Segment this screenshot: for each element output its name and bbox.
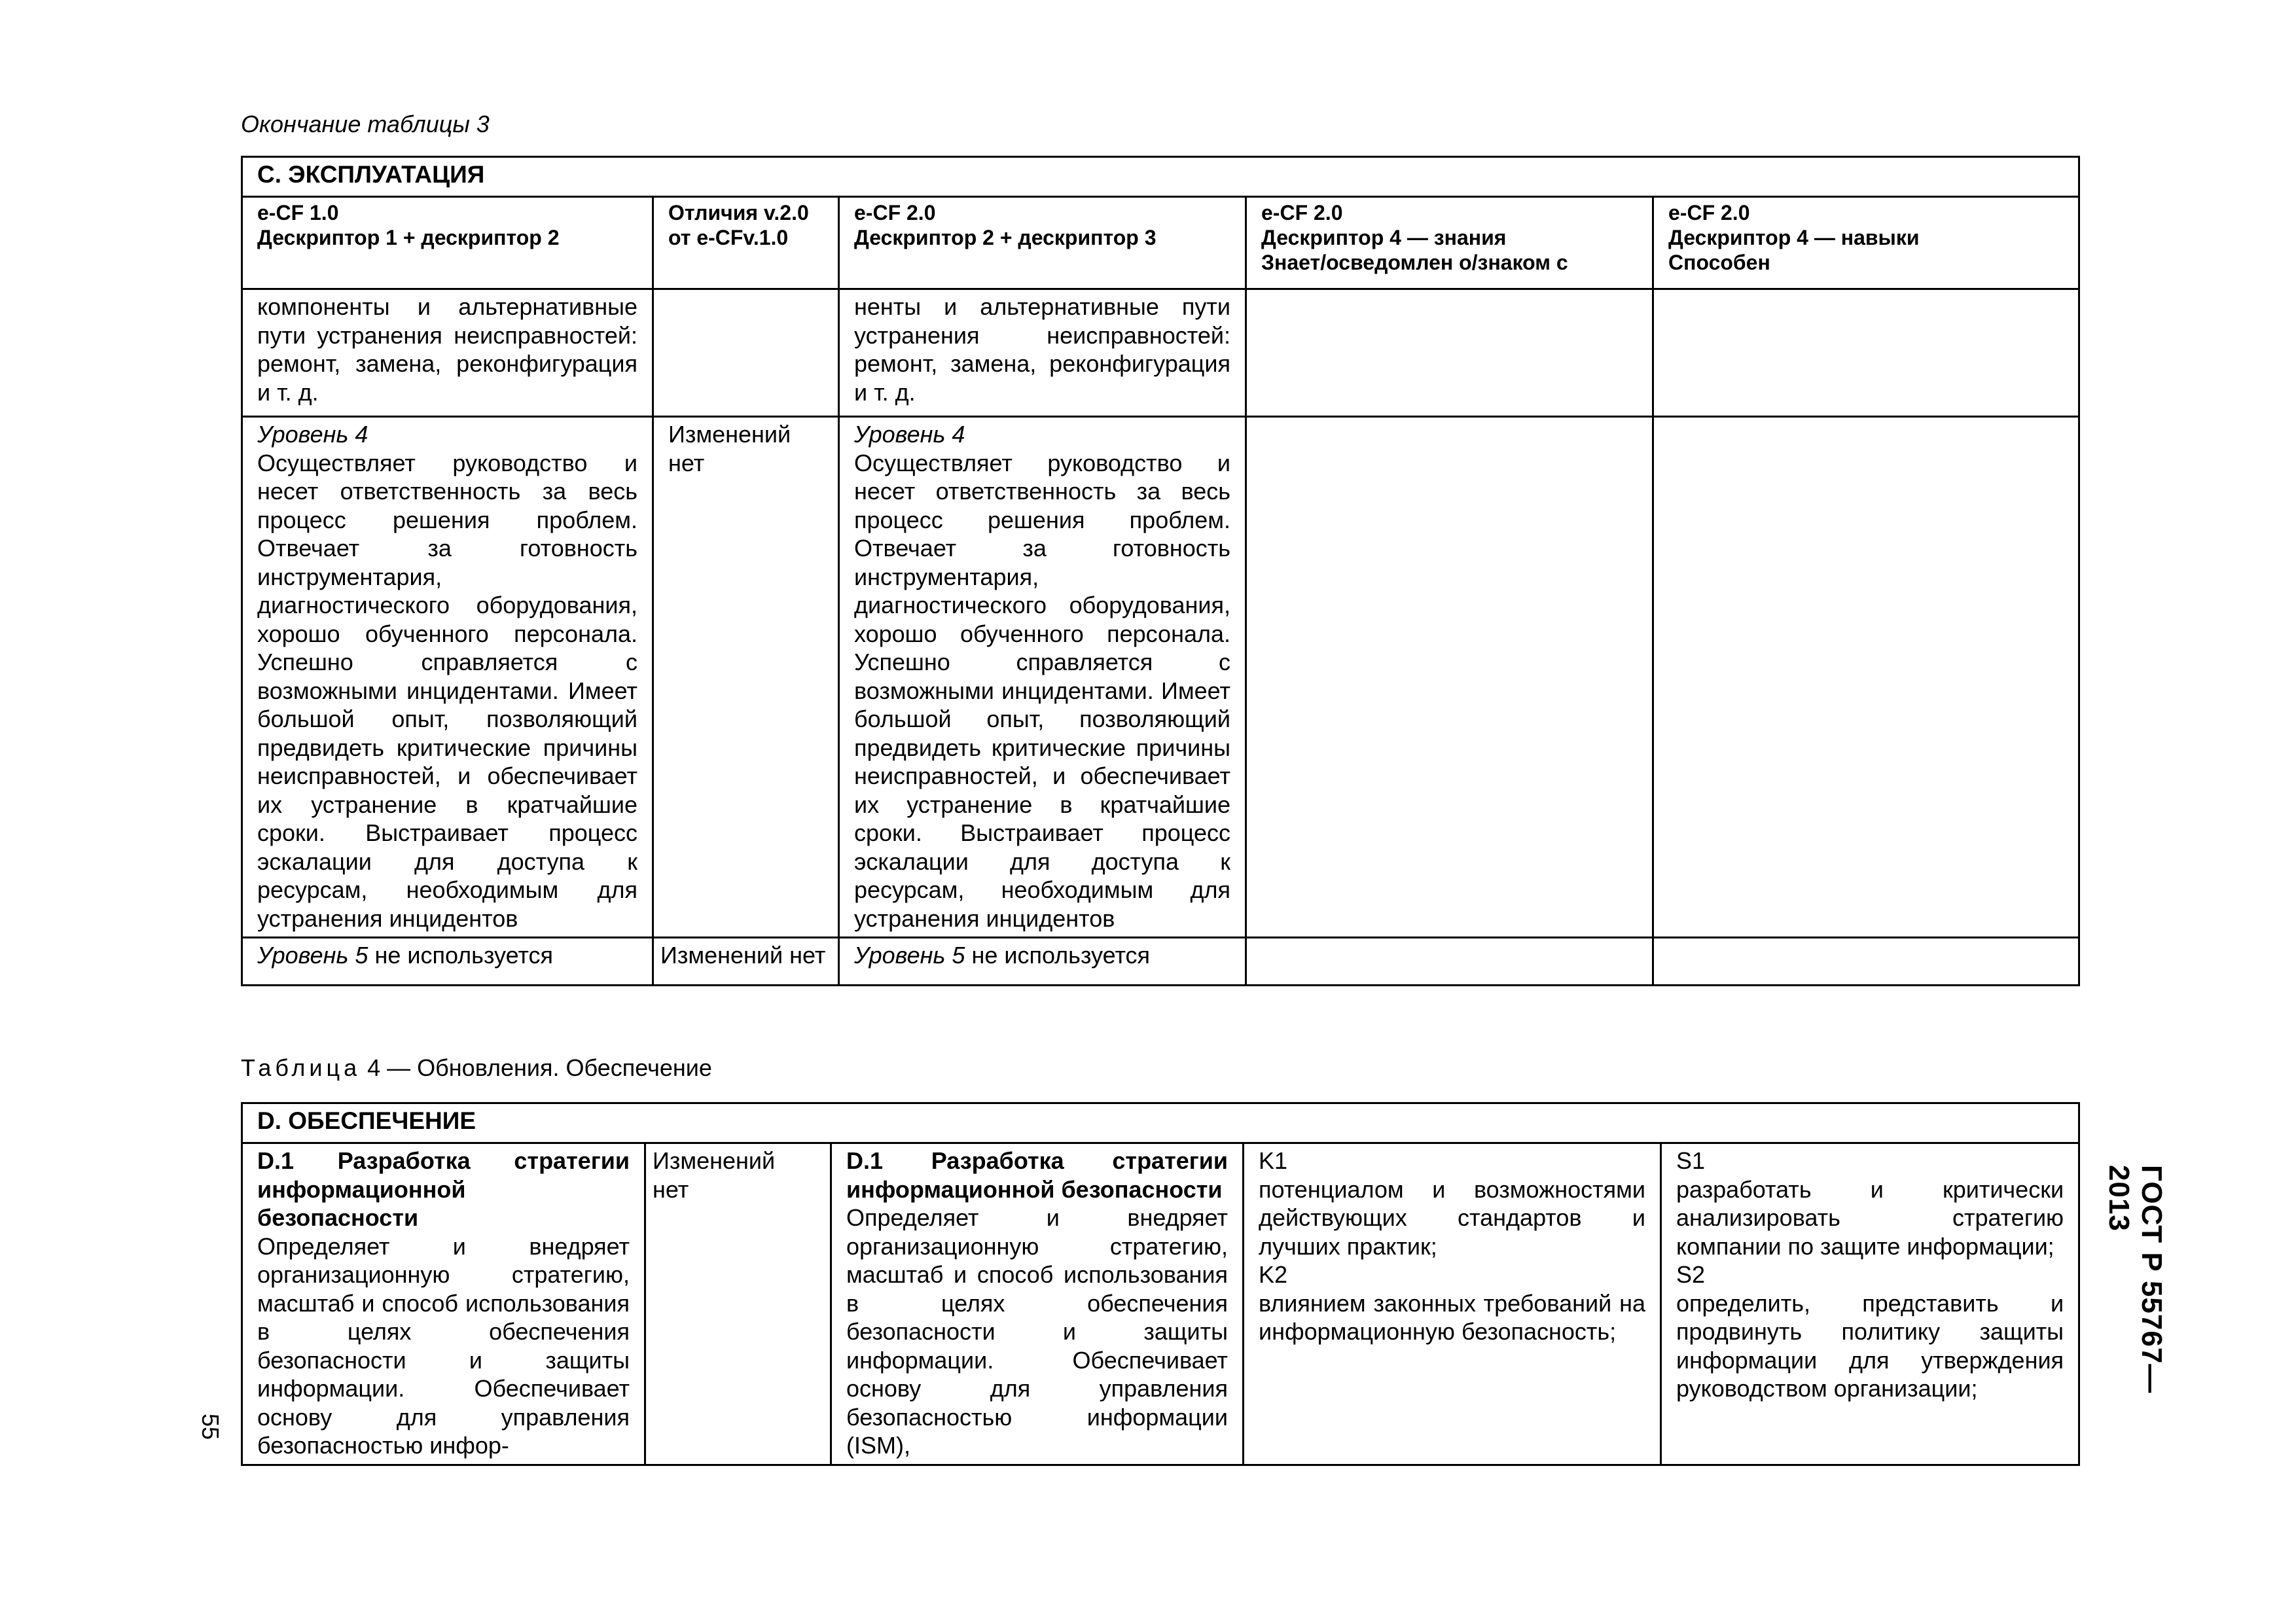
diff-cell: Изменений нет: [653, 938, 839, 986]
header-cell: e-CF 2.0 Дескриптор 4 — знания Знает/осведомлен о/знаком с: [1246, 197, 1653, 289]
header-cell: Отличия v.2.0 от e-CFv.1.0: [653, 197, 839, 289]
knowledge-text: потенциалом и возможностями действующих стандартов и лучших практик;: [1259, 1175, 1645, 1260]
knowledge-code: K2: [1259, 1261, 1288, 1288]
table4-caption: Таблица 4 — Обновления. Обеспечение: [241, 1054, 712, 1081]
competence-title: D.1 Разработка стратегии информационной безопасности: [257, 1147, 630, 1231]
empty-cell: [1653, 417, 2079, 938]
competence-title: D.1 Разработка стратегии информационной безопасности: [846, 1147, 1228, 1203]
competence-text: Определяет и внедряет организационную стратегию, масштаб и способ использования в целях обеспечения безопасности и защиты информации. Обеспечивает основу для управления безопасностью инфор-: [257, 1232, 630, 1459]
section-title: C. ЭКСПЛУАТАЦИЯ: [242, 157, 2079, 197]
skills-cell: [1661, 1143, 2079, 1465]
level-text: Осуществляет руководство и несет ответственность за весь процесс решения проблем. Отвечает за готовность инструментария, диагностического оборудования, хорошо обученного персонала. Успешно справляется с возможными инцидентами. Имеет большой опыт, позволяющий предвидеть критические причины неисправностей, и обеспечивает их устранение в кратчайшие сроки. Выстраивает процесс эскалации для доступа к ресурсам, необходимым для устранения инцидентов: [854, 449, 1230, 932]
standard-designation: ГОСТ Р 55767—2013: [2103, 1165, 2168, 1394]
diff-cell: Изменений нет: [653, 417, 839, 938]
knowledge-cell: [1244, 1143, 1661, 1465]
skill-code: S2: [1676, 1261, 1706, 1288]
table-row: [242, 1143, 2079, 1465]
table-row: [242, 289, 2079, 417]
competence-cell: [831, 1143, 1244, 1465]
table-3: [241, 156, 2080, 986]
section-title: D. ОБЕСПЕЧЕНИЕ: [242, 1103, 2079, 1143]
table-row: [242, 417, 2079, 938]
cell-text: компоненты и альтернативные пути устранения неисправностей: ремонт, замена, реконфигурация и т. д.: [242, 289, 653, 417]
knowledge-code: K1: [1259, 1147, 1288, 1174]
table-row: [242, 938, 2079, 986]
level-label: Уровень 4: [257, 421, 368, 448]
competence-cell: [242, 1143, 645, 1465]
empty-cell: [1246, 417, 1653, 938]
table3-caption: Окончание таблицы 3: [241, 111, 490, 137]
empty-cell: [1246, 289, 1653, 417]
knowledge-text: влиянием законных требований на информационную безопасность;: [1259, 1289, 1645, 1345]
skill-code: S1: [1676, 1147, 1706, 1174]
header-cell: e-CF 2.0 Дескриптор 4 — навыки Способен: [1653, 197, 2079, 289]
header-cell: e-CF 2.0 Дескриптор 2 + дескриптор 3: [839, 197, 1246, 289]
level-label: Уровень 4: [854, 421, 965, 448]
level-4-cell: [242, 417, 653, 938]
empty-cell: [1653, 289, 2079, 417]
skill-text: определить, представить и продвинуть политику защиты информации для утверждения руководством организации;: [1676, 1289, 2064, 1402]
empty-cell: [1653, 938, 2079, 986]
level-5-cell: Уровень 5 не используется: [839, 938, 1246, 986]
header-cell: e-CF 1.0 Дескриптор 1 + дескриптор 2: [242, 197, 653, 289]
level-text: Осуществляет руководство и несет ответственность за весь процесс решения проблем. Отвечает за готовность инструментария, диагностического оборудования, хорошо обученного персонала. Успешно справляется с возможными инцидентами. Имеет большой опыт, позволяющий предвидеть критические причины неисправностей, и обеспечивает их устранение в кратчайшие сроки. Выстраивает процесс эскалации для доступа к ресурсам, необходимым для устранения инцидентов: [257, 449, 637, 932]
empty-cell: [1246, 938, 1653, 986]
diff-cell: Изменений нет: [645, 1143, 831, 1465]
empty-cell: [653, 289, 839, 417]
skill-text: разработать и критически анализировать стратегию компании по защите информации;: [1676, 1175, 2064, 1260]
cell-text: ненты и альтернативные пути устранения неисправностей: ремонт, замена, реконфигурация и т. д.: [839, 289, 1246, 417]
competence-text: Определяет и внедряет организационную стратегию, масштаб и способ использования в целях обеспечения безопасности и защиты информации. Обеспечивает основу для управления безопасностью информации (ISM),: [846, 1204, 1228, 1459]
level-4-cell: [839, 417, 1246, 938]
level-5-cell: Уровень 5 не используется: [242, 938, 653, 986]
table-4: [241, 1102, 2080, 1466]
page-number: 55: [197, 1413, 224, 1440]
